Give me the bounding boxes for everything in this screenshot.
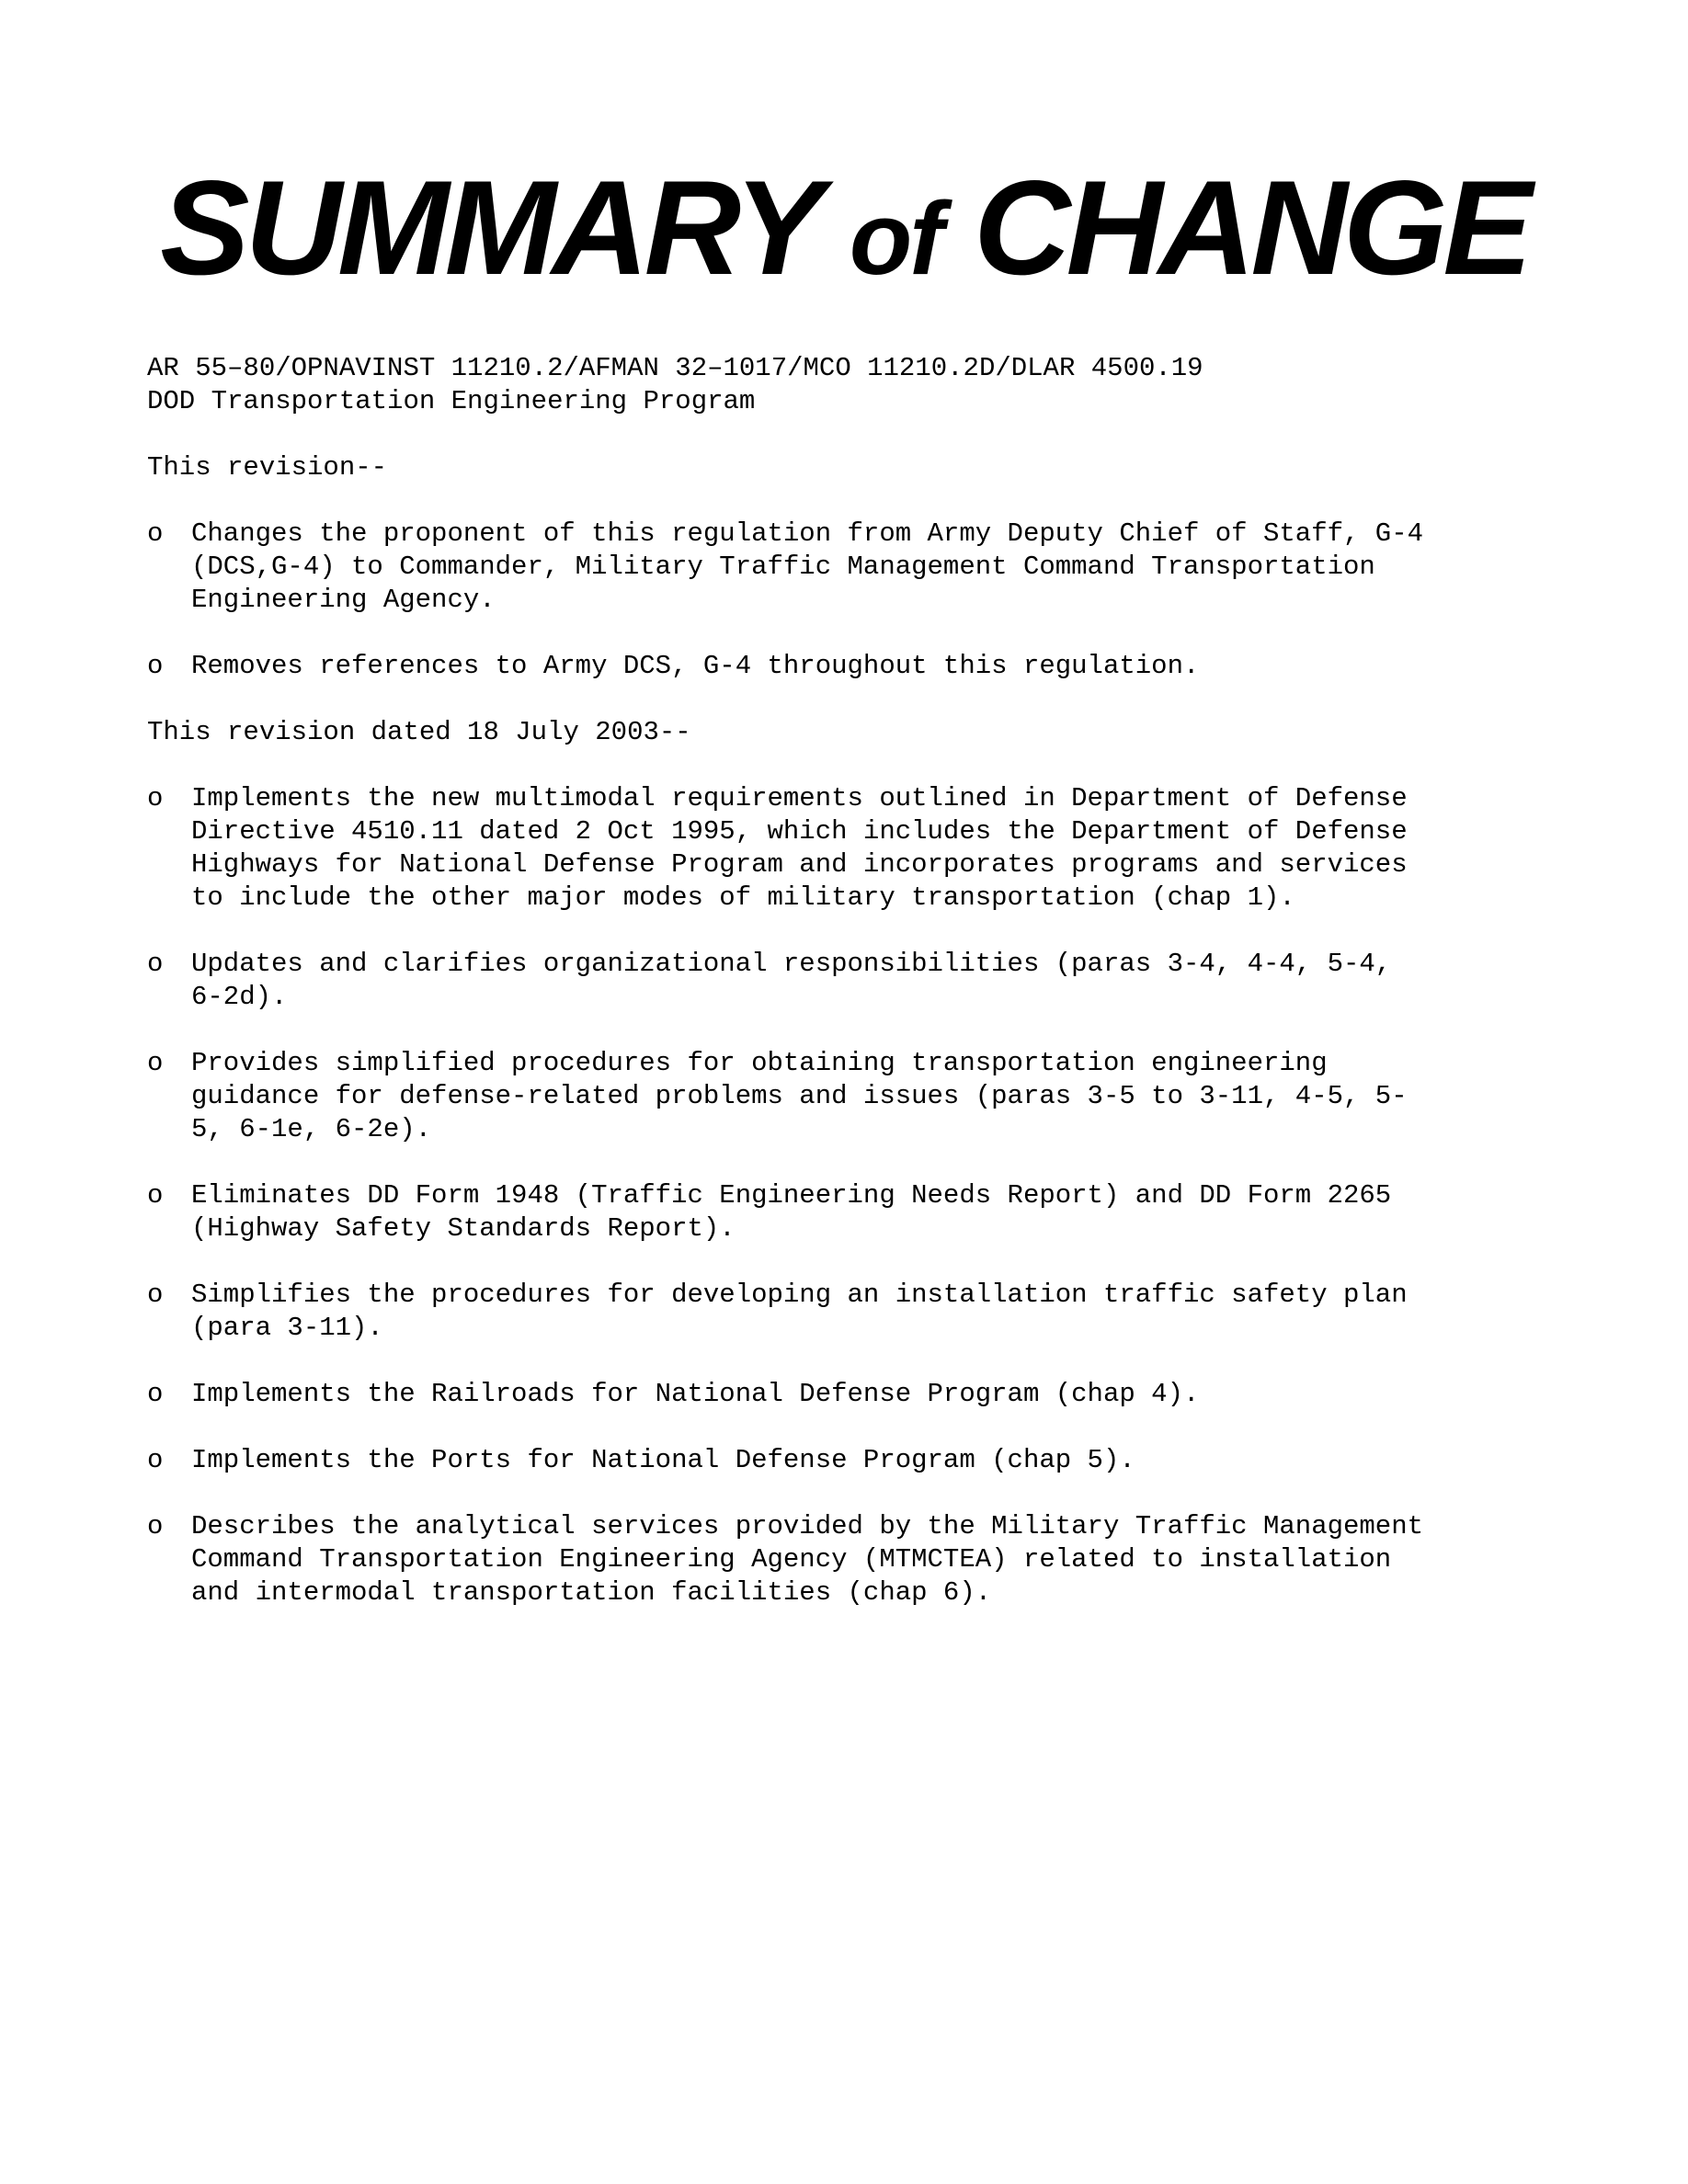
list-item-text: Implements the new multimodal requirements outlined in Department of Defense Directive 4510.11 dated 2 Oct 1995, which includes the Department of Defense Highways for National Defense Program and incorporates programs and services to include the other major modes of military transportation (chap 1). (191, 783, 1408, 913)
list-item (147, 650, 1434, 683)
bullet-glyph: o (147, 1511, 164, 1541)
list-item (147, 948, 1434, 1014)
list-item-text: Provides simplified procedures for obtaining transportation engineering guidance for defense-related problems and issues (paras 3-5 to 3-11, 4-5, 5- 5, 6-1e, 6-2e). (191, 1048, 1408, 1144)
bullet-glyph: o (147, 518, 164, 549)
title-change: CHANGE (974, 153, 1528, 302)
list-item-text: Simplifies the procedures for developing an installation traffic safety plan (para 3-11). (191, 1280, 1408, 1343)
bullet-glyph: o (147, 1445, 164, 1475)
bullet-glyph: o (147, 651, 164, 681)
list-item-text: Changes the proponent of this regulation from Army Deputy Chief of Staff, G-4 (DCS,G-4) to Commander, Military Traffic Management Command Transportation Engineering Agency. (191, 518, 1424, 615)
list-item (147, 782, 1434, 915)
list-item-text: Eliminates DD Form 1948 (Traffic Engineering Needs Report) and DD Form 2265 (Highway Safety Standards Report). (191, 1180, 1392, 1244)
bullet-glyph: o (147, 949, 164, 979)
list-item (147, 1047, 1434, 1146)
revision-heading: This revision-- (147, 452, 388, 483)
bullet-glyph: o (147, 783, 164, 813)
revision-2003-heading: This revision dated 18 July 2003-- (147, 717, 691, 747)
bullet-glyph: o (147, 1180, 164, 1211)
regulation-subject: DOD Transportation Engineering Program (147, 386, 756, 416)
list-item (147, 1179, 1434, 1246)
list-item-text: Describes the analytical services provided by the Military Traffic Management Command Transportation Engineering Agency (MTMCTEA) related to installation and intermodal transportation facilities (chap 6). (191, 1511, 1424, 1608)
bullet-glyph: o (147, 1280, 164, 1310)
list-item-text: Removes references to Army DCS, G-4 throughout this regulation. (191, 651, 1200, 681)
document-body (147, 352, 1434, 1610)
list-item (147, 1378, 1434, 1411)
list-item-text: Updates and clarifies organizational responsibilities (paras 3-4, 4-4, 5-4, 6-2d). (191, 949, 1392, 1012)
list-item-text: Implements the Railroads for National Defense Program (chap 4). (191, 1379, 1200, 1409)
regulation-designation: AR 55–80/OPNAVINST 11210.2/AFMAN 32–1017/MCO 11210.2D/DLAR 4500.19 (147, 353, 1203, 383)
list-item (147, 1510, 1434, 1610)
title-of: of (849, 181, 941, 296)
list-item (147, 1279, 1434, 1345)
page-title (0, 154, 1688, 313)
bullet-glyph: o (147, 1379, 164, 1409)
bullet-glyph: o (147, 1048, 164, 1078)
title-summary: SUMMARY (160, 153, 817, 302)
list-item-text: Implements the Ports for National Defense Program (chap 5). (191, 1445, 1135, 1475)
list-item (147, 518, 1434, 617)
list-item (147, 1444, 1434, 1477)
